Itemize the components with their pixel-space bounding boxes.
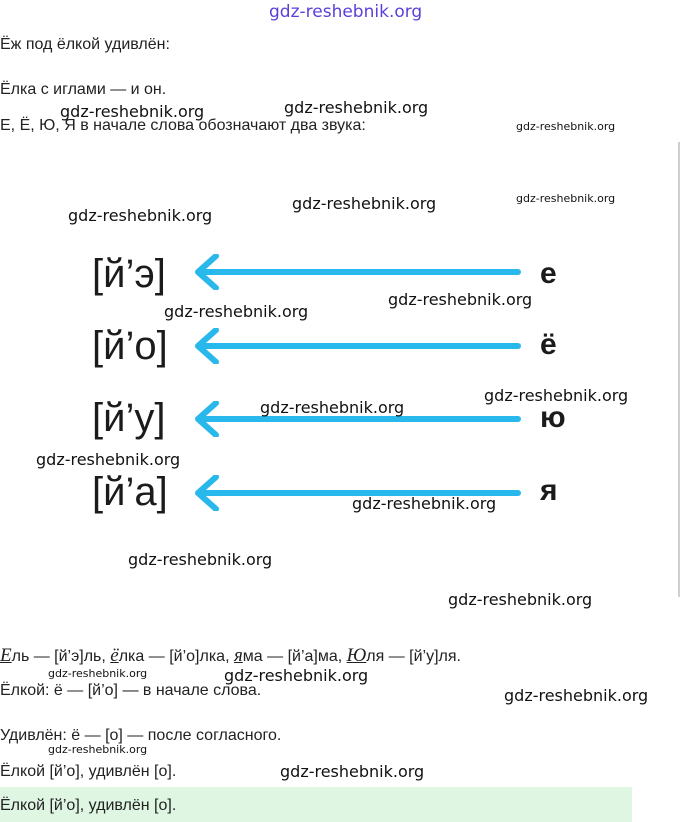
analysis-line-1: Ёлкой: ё — [й’о] — в начале слова. [0,682,262,699]
watermark: gdz-reshebnik.org [484,386,629,405]
example-1-rest: ль — [й’э]ль, [11,648,111,665]
watermark: gdz-reshebnik.org [68,206,213,225]
example-4-initial: Ю [346,645,367,666]
example-1-initial: Е [0,645,12,666]
letter-ya: я [540,474,558,507]
watermark: gdz-reshebnik.org [516,120,616,133]
watermark: gdz-reshebnik.org [36,450,181,469]
watermark: gdz-reshebnik.org [388,290,533,309]
arrow-left-icon [192,328,524,364]
poem-line-2: Ёлка с иглами — и он. [0,81,167,98]
watermark: gdz-reshebnik.org [260,398,405,417]
watermark: gdz-reshebnik.org [48,743,148,756]
example-3-rest: ма — [й’а]ма, [242,648,347,665]
watermark: gdz-reshebnik.org [128,550,273,569]
watermark: gdz-reshebnik.org [504,686,649,705]
watermark: gdz-reshebnik.org [280,762,425,781]
letter-ye: е [540,257,557,290]
watermark: gdz-reshebnik.org [352,494,497,513]
watermark: gdz-reshebnik.org [224,666,369,685]
watermark: gdz-reshebnik.org [448,590,593,609]
sound-label-yo: [й’о] [92,324,168,368]
site-header-link[interactable]: gdz-reshebnik.org [269,2,423,22]
example-3-initial: я [233,645,243,666]
example-2-initial: ё [110,645,119,666]
examples-line [0,646,461,667]
poem-line-1: Ёж под ёлкой удивлён: [0,36,170,53]
sound-label-ya: [й’а] [92,470,168,514]
rule-line: Е, Ё, Ю, Я в начале слова обозначают два звука: [0,117,366,134]
watermark: gdz-reshebnik.org [292,194,437,213]
arrow-left-icon [192,254,524,290]
watermark: gdz-reshebnik.org [284,98,429,117]
watermark: gdz-reshebnik.org [164,302,309,321]
analysis-line-2: Удивлён: ё — [о] — после согласного. [0,727,282,744]
letter-yo: ё [540,328,557,361]
example-2-rest: лка — [й’о]лка, [118,648,234,665]
letter-yu: ю [540,401,566,434]
watermark: gdz-reshebnik.org [516,192,616,205]
analysis-line-3: Ёлкой [й’о], удивлён [о]. [0,763,177,780]
watermark: gdz-reshebnik.org [60,102,205,121]
example-4-rest: ля — [й’у]ля. [366,648,461,665]
answer-text: Ёлкой [й’о], удивлён [о]. [0,797,177,814]
watermark: gdz-reshebnik.org [48,667,148,680]
sound-label-yu: [й’у] [92,396,166,440]
sound-label-ye: [й’э] [92,252,166,296]
